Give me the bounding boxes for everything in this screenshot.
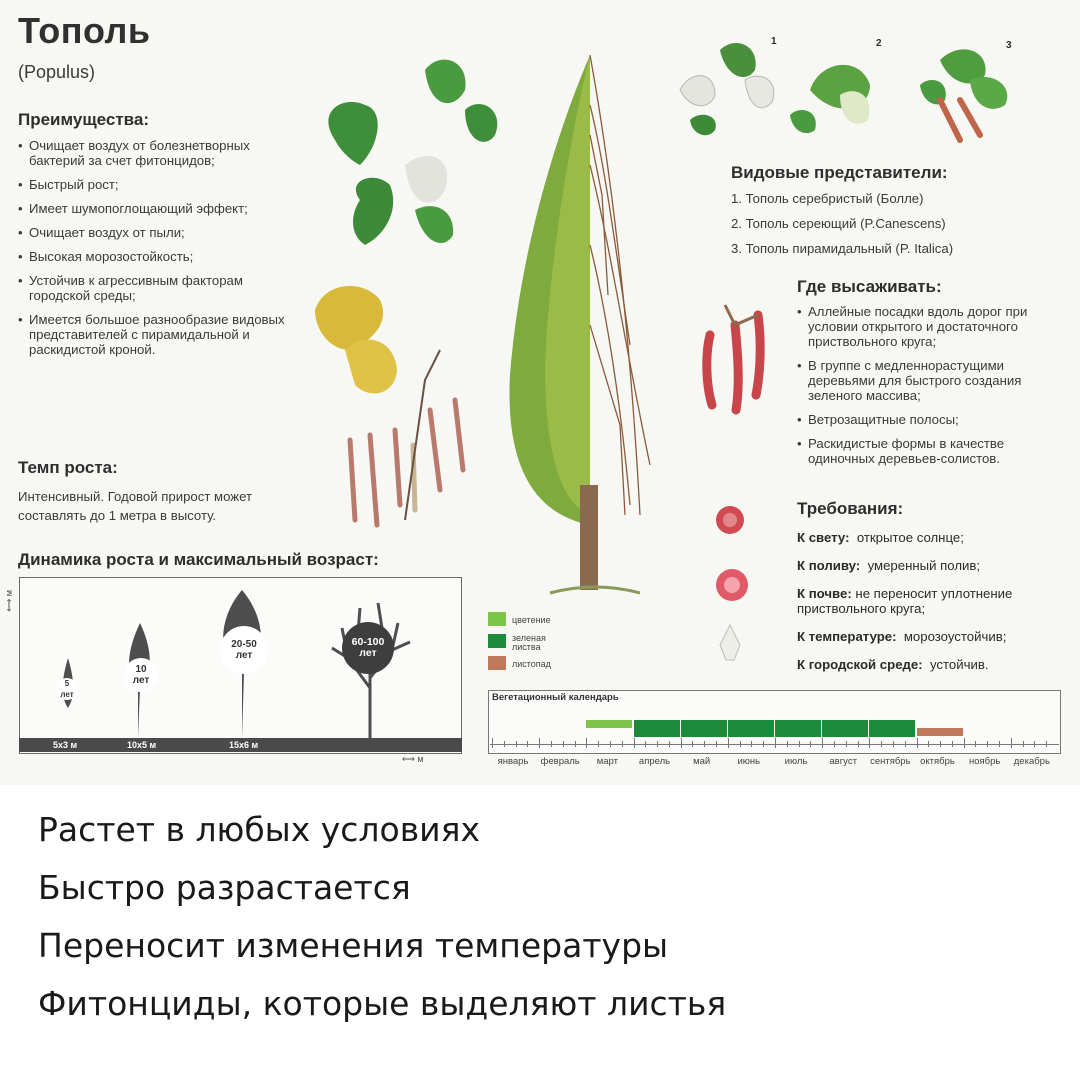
month-label: февраль bbox=[540, 756, 580, 767]
calendar-tick bbox=[893, 741, 894, 747]
phase-bar bbox=[728, 720, 774, 737]
calendar-tick bbox=[575, 741, 576, 747]
calendar-tick bbox=[728, 738, 729, 748]
calendar-tick bbox=[869, 738, 870, 748]
age-badge bbox=[56, 678, 78, 700]
calendar-tick bbox=[751, 741, 752, 747]
calendar-title: Вегетационный календарь bbox=[492, 692, 619, 703]
planting-list bbox=[797, 304, 1057, 475]
requirement-row bbox=[797, 629, 1067, 644]
phase-bar bbox=[681, 720, 727, 737]
legend-label: цветение bbox=[512, 615, 551, 625]
calendar-tick bbox=[669, 741, 670, 747]
calendar-tick bbox=[1023, 741, 1024, 747]
list-item: • Высокая морозостойкость; bbox=[18, 249, 303, 264]
calendar-tick bbox=[716, 741, 717, 747]
requirement-value: устойчив. bbox=[929, 657, 989, 672]
calendar-tick bbox=[1011, 738, 1012, 748]
species-list bbox=[731, 191, 1051, 265]
bare-branches-icon bbox=[590, 55, 650, 515]
size-label: 5х3 м bbox=[53, 740, 78, 750]
calendar-tick bbox=[975, 741, 976, 747]
flower-illustrations bbox=[690, 295, 780, 670]
calendar-tick bbox=[822, 738, 823, 748]
width-unit: м bbox=[417, 754, 424, 764]
leaf-illustrations bbox=[305, 50, 505, 550]
feature-line: Переносит изменения температуры bbox=[38, 926, 669, 965]
age-unit: лет bbox=[235, 650, 253, 661]
red-flower-icon bbox=[716, 506, 748, 601]
height-unit: м bbox=[4, 590, 14, 597]
requirement-label: К температуре: bbox=[797, 629, 897, 644]
size-label: 15х6 м bbox=[229, 740, 259, 750]
calendar-tick bbox=[905, 741, 906, 747]
list-item: 2. Тополь сереющий (P.Canescens) bbox=[731, 216, 946, 231]
month-label: апрель bbox=[638, 756, 671, 767]
list-item: • Имеет шумопоглощающий эффект; bbox=[18, 201, 303, 216]
calendar-tick bbox=[881, 741, 882, 747]
silver-poplar-leaf-icon bbox=[680, 43, 774, 135]
trunk-icon bbox=[580, 485, 598, 590]
growth-rate-heading: Темп роста: bbox=[18, 458, 118, 477]
age-value: 5 bbox=[64, 679, 70, 688]
calendar-tick bbox=[775, 738, 776, 748]
requirement-value: умеренный полив; bbox=[867, 558, 981, 573]
calendar-tick bbox=[964, 738, 965, 748]
requirement-value: морозоустойчив; bbox=[903, 629, 1007, 644]
age-unit: лет bbox=[60, 690, 74, 699]
calendar-tick bbox=[704, 741, 705, 747]
phase-bar bbox=[822, 720, 868, 737]
calendar-tick bbox=[858, 741, 859, 747]
calendar-tick bbox=[634, 738, 635, 748]
requirement-row bbox=[797, 586, 1067, 616]
month-label: ноябрь bbox=[968, 756, 1001, 767]
advantages-list bbox=[18, 138, 303, 366]
age-badge bbox=[220, 626, 268, 674]
calendar-tick bbox=[657, 741, 658, 747]
month-label: июнь bbox=[737, 756, 761, 767]
growth-size-bar bbox=[19, 738, 462, 752]
latin-name: (Populus) bbox=[18, 62, 96, 82]
height-axis-label: ⟷ м bbox=[4, 590, 14, 612]
calendar-tick bbox=[598, 741, 599, 747]
calendar-tick bbox=[917, 738, 918, 748]
requirement-label: К городской среде: bbox=[797, 657, 923, 672]
feature-line: Фитонциды, которые выделяют листья bbox=[38, 984, 727, 1023]
month-label: январь bbox=[497, 756, 529, 767]
requirement-label: К поливу: bbox=[797, 558, 861, 573]
list-item: • Быстрый рост; bbox=[18, 177, 303, 192]
requirement-value: открытое солнце; bbox=[856, 530, 964, 545]
requirement-label: К свету: bbox=[797, 530, 850, 545]
phase-bar bbox=[634, 720, 680, 737]
requirements-heading: Требования: bbox=[797, 499, 904, 518]
grey-poplar-leaf-icon bbox=[790, 65, 870, 133]
legend-swatch bbox=[488, 634, 506, 648]
calendar-tick bbox=[999, 741, 1000, 747]
list-item: • Ветрозащитные полосы; bbox=[797, 412, 1057, 427]
planting-heading: Где высаживать: bbox=[797, 277, 942, 296]
white-flower-icon bbox=[720, 625, 740, 660]
month-label: декабрь bbox=[1013, 756, 1050, 767]
month-label: май bbox=[693, 756, 711, 767]
calendar-tick bbox=[1046, 741, 1047, 747]
requirement-row bbox=[797, 657, 1067, 672]
age-value: 60-100 bbox=[351, 636, 385, 648]
pyramidal-poplar-leaf-icon bbox=[920, 49, 1007, 140]
calendar-tick bbox=[846, 741, 847, 747]
growth-chart bbox=[19, 577, 462, 754]
calendar-tick bbox=[622, 741, 623, 747]
leaf-number: 2 bbox=[876, 38, 882, 49]
calendar-tick bbox=[586, 738, 587, 748]
age-badge bbox=[124, 658, 158, 692]
calendar-tick bbox=[987, 741, 988, 747]
month-label: август bbox=[829, 756, 857, 767]
list-item: • Очищает воздух от болезнетворных бактерий за счет фитонцидов; bbox=[18, 138, 303, 168]
calendar-tick bbox=[952, 741, 953, 747]
calendar-tick bbox=[516, 741, 517, 747]
dynamics-heading: Динамика роста и максимальный возраст: bbox=[18, 550, 379, 569]
calendar-tick bbox=[1034, 741, 1035, 747]
calendar-tick bbox=[763, 741, 764, 747]
feature-line: Быстро разрастается bbox=[38, 868, 411, 907]
phase-bar bbox=[917, 728, 963, 736]
calendar-tick bbox=[610, 741, 611, 747]
age-value: 20-50 bbox=[231, 639, 257, 650]
size-label: 10х5 м bbox=[127, 740, 157, 750]
advantages-heading: Преимущества: bbox=[18, 110, 150, 129]
age-value: 10 bbox=[135, 664, 147, 675]
calendar-legend bbox=[488, 612, 588, 672]
age-unit: лет bbox=[359, 647, 377, 659]
legend-swatch bbox=[488, 656, 506, 670]
feature-line: Растет в любых условиях bbox=[38, 810, 480, 849]
calendar-tick bbox=[787, 741, 788, 747]
calendar-tick bbox=[681, 738, 682, 748]
list-item: • Аллейные посадки вдоль дорог при условии открытого и достаточного приствольного круга; bbox=[797, 304, 1057, 349]
age-unit: лет bbox=[132, 675, 150, 686]
tree-crown-icon bbox=[510, 55, 590, 525]
poster-title: Тополь bbox=[18, 10, 151, 51]
calendar-tick bbox=[810, 741, 811, 747]
list-item: • Очищает воздух от пыли; bbox=[18, 225, 303, 240]
calendar-tick bbox=[527, 741, 528, 747]
phase-bar bbox=[586, 720, 632, 728]
red-catkin-icon bbox=[707, 315, 760, 410]
requirement-value: не переносит уплотнение приствольного круга; bbox=[797, 586, 1013, 616]
calendar-tick bbox=[740, 741, 741, 747]
age-badge bbox=[342, 622, 394, 674]
month-label: сентябрь bbox=[870, 756, 911, 767]
phase-bar bbox=[869, 720, 915, 737]
list-item: • Устойчив к агрессивным факторам городской среды; bbox=[18, 273, 303, 303]
calendar-tick bbox=[504, 741, 505, 747]
width-axis-label: ⟷ м bbox=[402, 754, 424, 764]
calendar-tick bbox=[692, 741, 693, 747]
calendar-tick bbox=[551, 741, 552, 747]
species-leaves bbox=[660, 30, 1030, 150]
leaf-number: 1 bbox=[771, 36, 777, 47]
calendar-tick bbox=[563, 741, 564, 747]
calendar-tick bbox=[799, 741, 800, 747]
legend-swatch bbox=[488, 612, 506, 626]
growth-rate-text: Интенсивный. Годовой прирост может составлять до 1 метра в высоту. bbox=[18, 489, 253, 523]
list-item: 3. Тополь пирамидальный (P. Italica) bbox=[731, 241, 954, 256]
requirements-list bbox=[797, 530, 1067, 685]
calendar-tick bbox=[645, 741, 646, 747]
list-item: • Раскидистые формы в качестве одиночных деревьев-солистов. bbox=[797, 436, 1057, 466]
requirement-row bbox=[797, 530, 1067, 545]
list-item: • Имеется большое разнообразие видовых представителей с пирамидальной и раскидистой кроной. bbox=[18, 312, 303, 357]
legend-label: зеленая листва bbox=[512, 633, 546, 652]
calendar-tick bbox=[539, 738, 540, 748]
requirement-label: К почве: bbox=[797, 586, 852, 601]
month-label: октябрь bbox=[920, 756, 955, 767]
yellow-leaf-icon bbox=[315, 286, 397, 393]
calendar-tick bbox=[492, 738, 493, 748]
requirement-row bbox=[797, 558, 1067, 573]
leaf-number: 3 bbox=[1006, 40, 1012, 51]
legend-label: листопад bbox=[512, 659, 551, 669]
list-item: 1. Тополь серебристый (Болле) bbox=[731, 191, 924, 206]
list-item: • В группе с медленнорастущими деревьями для быстрого создания зеленого массива; bbox=[797, 358, 1057, 403]
phase-bar bbox=[775, 720, 821, 737]
month-label: июль bbox=[784, 756, 808, 767]
species-heading: Видовые представители: bbox=[731, 163, 948, 182]
month-label: март bbox=[596, 756, 618, 767]
calendar-tick bbox=[834, 741, 835, 747]
calendar-tick bbox=[928, 741, 929, 747]
poplar-leaf-icon bbox=[328, 60, 497, 245]
calendar-tick bbox=[940, 741, 941, 747]
